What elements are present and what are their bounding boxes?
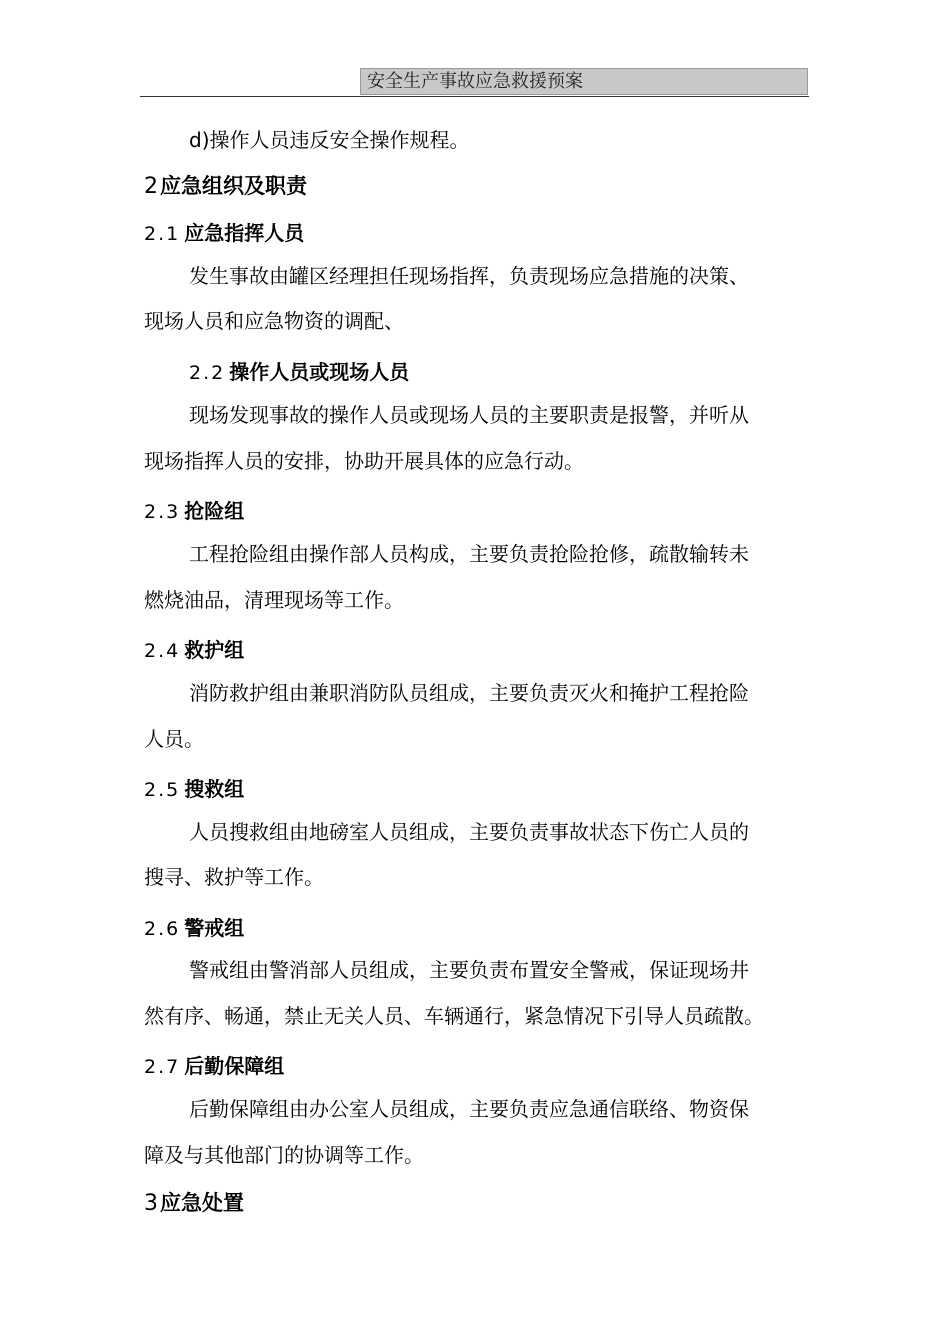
paragraph-line: d)操作人员违反安全操作规程。 [189,128,470,152]
paragraph-line: 然有序、畅通，禁止无关人员、车辆通行，紧急情况下引导人员疏散。 [144,1004,764,1028]
header-title: 安全生产事故应急救援预案 [367,71,583,92]
section-number: 2.1 [144,223,181,245]
section-title: 应急指挥人员 [184,221,305,245]
paragraph-line: 发生事故由罐区经理担任现场指挥，负责现场应急措施的决策、 [189,264,749,288]
section-title: 搜救组 [184,777,245,801]
paragraph-line: 消防救护组由兼职消防队员组成，主要负责灭火和掩护工程抢险 [189,681,749,705]
paragraph-line: 搜寻、救护等工作。 [144,865,324,889]
section-heading-2-6 [144,914,244,943]
section-title: 操作人员或现场人员 [229,360,410,384]
section-number: 2.5 [144,779,181,801]
section-title: 警戒组 [184,916,245,940]
paragraph-line: 警戒组由警消部人员组成，主要负责布置安全警戒，保证现场井 [189,958,749,982]
section-number: 2.3 [144,501,181,523]
paragraph-line: 现场人员和应急物资的调配、 [144,309,404,333]
paragraph-line: 燃烧油品，清理现场等工作。 [144,588,404,612]
section-heading-2-5 [144,775,244,804]
section-title: 应急组织及职责 [160,174,307,198]
section-number: 2.6 [144,918,181,940]
section-heading-2-3 [144,497,244,526]
page-header [360,68,808,95]
section-heading-3 [144,1189,244,1218]
paragraph-line: 人员搜救组由地磅室人员组成，主要负责事故状态下伤亡人员的 [189,820,749,844]
section-number: 3 [144,1191,158,1216]
section-title: 后勤保障组 [184,1054,285,1078]
section-title: 应急处置 [160,1191,244,1215]
section-heading-2-2 [189,358,409,387]
paragraph-line: 后勤保障组由办公室人员组成，主要负责应急通信联络、物资保 [189,1097,749,1121]
paragraph-line: 人员。 [144,727,204,751]
section-title: 救护组 [184,638,245,662]
section-heading-2-7 [144,1052,284,1081]
paragraph-line: 现场指挥人员的安排，协助开展具体的应急行动。 [144,449,584,473]
section-number: 2 [144,174,158,199]
paragraph-line: 障及与其他部门的协调等工作。 [144,1143,424,1167]
section-heading-2-4 [144,636,244,665]
paragraph-line: 工程抢险组由操作部人员构成，主要负责抢险抢修，疏散输转未 [189,542,749,566]
paragraph-line: 现场发现事故的操作人员或现场人员的主要职责是报警，并听从 [189,403,749,427]
section-number: 2.4 [144,640,181,662]
header-rule [140,96,809,97]
section-heading-2 [144,172,307,201]
section-title: 抢险组 [184,499,245,523]
section-heading-2-1 [144,219,304,248]
section-number: 2.7 [144,1056,181,1078]
section-number: 2.2 [189,362,226,384]
